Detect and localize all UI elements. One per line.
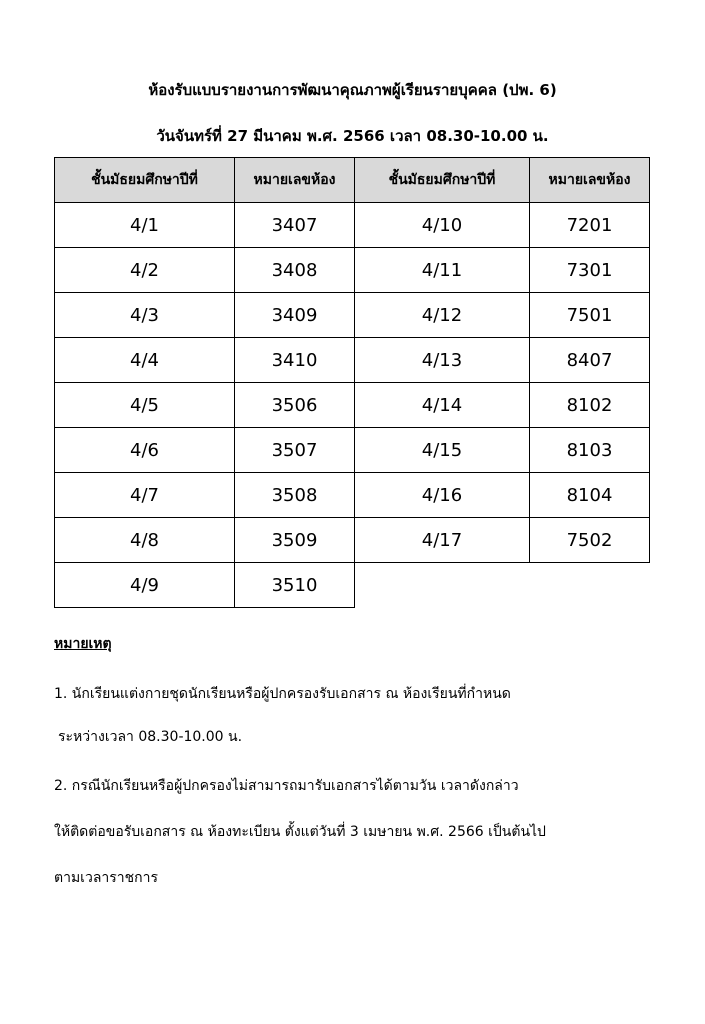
room-cell: 3510: [235, 563, 355, 608]
header-grade-right: ชั้นมัธยมศึกษาปีที่: [355, 158, 530, 203]
grade-cell: 4/7: [55, 473, 235, 518]
room-cell: 7201: [530, 203, 650, 248]
notes-heading: หมายเหตุ: [54, 636, 112, 652]
room-cell: 3509: [235, 518, 355, 563]
grade-cell: 4/6: [55, 428, 235, 473]
date-line: วันจันทร์ที่ 27 มีนาคม พ.ศ. 2566 เวลา 08.30-10.00 น.: [156, 127, 549, 145]
empty-cell: [530, 563, 650, 608]
grade-cell: 4/14: [355, 383, 530, 428]
grade-cell: 4/11: [355, 248, 530, 293]
table-row: [55, 293, 650, 338]
room-cell: 3410: [235, 338, 355, 383]
note-line-2: ระหว่างเวลา 08.30-10.00 น.: [58, 729, 243, 745]
header-grade-left: ชั้นมัธยมศึกษาปีที่: [55, 158, 235, 203]
room-table: [54, 157, 650, 608]
table-row: [55, 428, 650, 473]
grade-cell: 4/3: [55, 293, 235, 338]
grade-cell: 4/12: [355, 293, 530, 338]
room-cell: 8102: [530, 383, 650, 428]
table-row: [55, 563, 650, 608]
room-cell: 7501: [530, 293, 650, 338]
room-cell: 8103: [530, 428, 650, 473]
note-line-4: ให้ติดต่อขอรับเอกสาร ณ ห้องทะเบียน ตั้งแต่วันที่ 3 เมษายน พ.ศ. 2566 เป็นต้นไป: [54, 824, 546, 840]
room-cell: 7301: [530, 248, 650, 293]
table-row: [55, 518, 650, 563]
notes-section: [54, 634, 674, 886]
grade-cell: 4/9: [55, 563, 235, 608]
table-row: [55, 338, 650, 383]
room-cell: 3507: [235, 428, 355, 473]
header-room-left: หมายเลขห้อง: [235, 158, 355, 203]
grade-cell: 4/16: [355, 473, 530, 518]
table-row: [55, 473, 650, 518]
room-cell: 8104: [530, 473, 650, 518]
note-line-3: 2. กรณีนักเรียนหรือผู้ปกครองไม่สามารถมารับเอกสารได้ตามวัน เวลาดังกล่าว: [54, 778, 519, 794]
header-room-right: หมายเลขห้อง: [530, 158, 650, 203]
grade-cell: 4/2: [55, 248, 235, 293]
grade-cell: 4/4: [55, 338, 235, 383]
grade-cell: 4/13: [355, 338, 530, 383]
grade-cell: 4/15: [355, 428, 530, 473]
room-cell: 8407: [530, 338, 650, 383]
room-cell: 3508: [235, 473, 355, 518]
note-line-1: 1. นักเรียนแต่งกายชุดนักเรียนหรือผู้ปกครองรับเอกสาร ณ ห้องเรียนที่กำหนด: [54, 686, 511, 702]
room-cell: 3506: [235, 383, 355, 428]
table-row: [55, 248, 650, 293]
room-cell: 3409: [235, 293, 355, 338]
grade-cell: 4/10: [355, 203, 530, 248]
grade-cell: 4/8: [55, 518, 235, 563]
table-header-row: [55, 158, 650, 203]
grade-cell: 4/1: [55, 203, 235, 248]
room-cell: 3408: [235, 248, 355, 293]
grade-cell: 4/5: [55, 383, 235, 428]
note-line-5: ตามเวลาราชการ: [54, 870, 159, 886]
table-row: [55, 203, 650, 248]
empty-cell: [355, 563, 530, 608]
grade-cell: 4/17: [355, 518, 530, 563]
room-cell: 7502: [530, 518, 650, 563]
room-cell: 3407: [235, 203, 355, 248]
table-row: [55, 383, 650, 428]
page-title: ห้องรับแบบรายงานการพัฒนาคุณภาพผู้เรียนรายบุคคล (ปพ. 6): [148, 81, 557, 99]
